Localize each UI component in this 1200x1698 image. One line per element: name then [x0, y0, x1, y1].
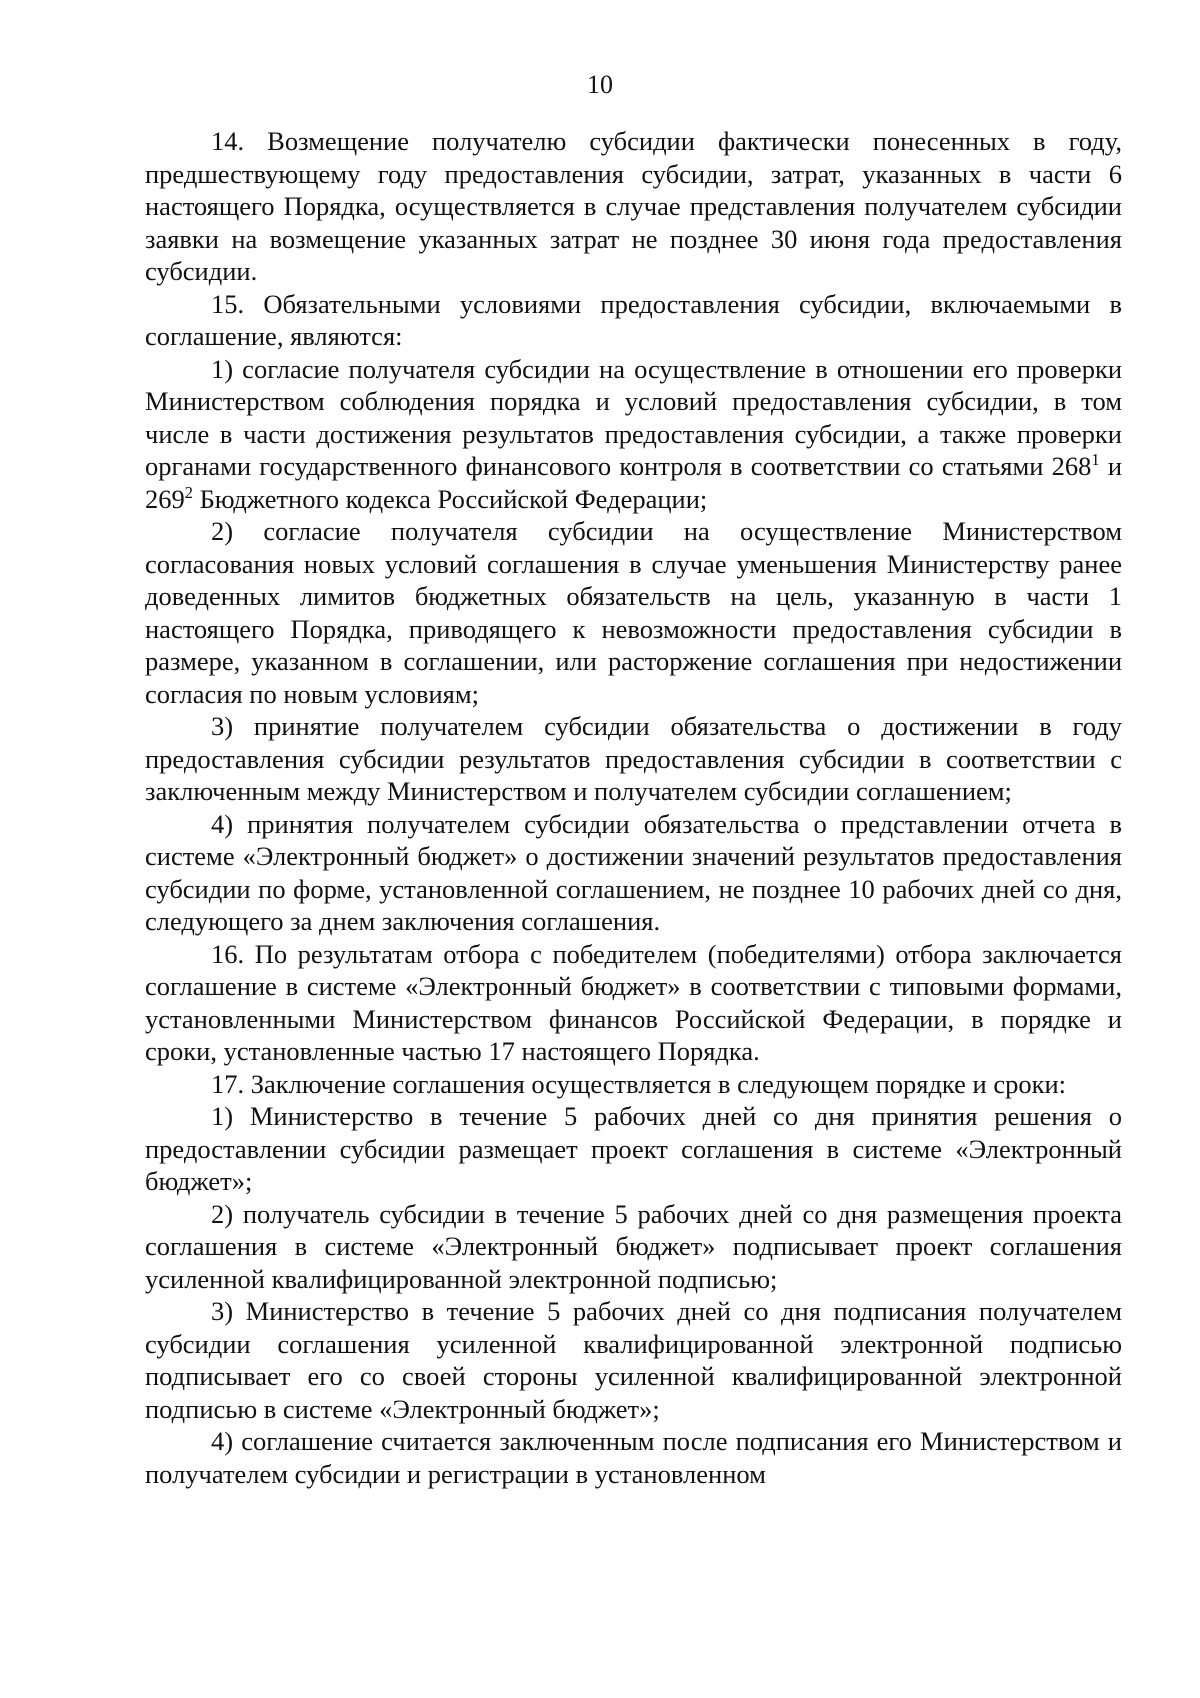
- paragraph-17-item-4: 4) соглашение считается заключенным после подписания его Министерством и получателем субсидии и регистрации в установленном: [145, 1426, 1122, 1489]
- paragraph-15-item-2: 2) согласие получателя субсидии на осуществление Министерством согласования новых условий соглашения в случае уменьшения Министерству ранее доведенных лимитов бюджетных обязательств на цель, указанную в части 1 настоящего Порядка, приводящего к невозможности предоставления субсидии в размере, указанном в соглашении, или расторжение соглашения при недостижении согласия по новым условиям;: [145, 516, 1122, 709]
- document-body: [145, 125, 1122, 1490]
- paragraph-17-item-1: 1) Министерство в течение 5 рабочих дней со дня принятия решения о предоставлении субсидии размещает проект соглашения в системе «Электронный бюджет»;: [145, 1101, 1122, 1196]
- superscript-1: 1: [1091, 450, 1100, 470]
- paragraph-15-item-1-text-b: и 269: [145, 451, 1123, 514]
- paragraph-16: 16. По результатам отбора с победителем (победителями) отбора заключается соглашение в системе «Электронный бюджет» в соответствии с типовыми формами, установленными Министерством финансов Российской Федерации, в порядке и сроки, установленные частью 17 настоящего Порядка.: [145, 938, 1122, 1066]
- paragraph-15-item-4: 4) принятия получателем субсидии обязательства о представлении отчета в системе «Электронный бюджет» о достижении значений результатов предоставления субсидии по форме, установленной соглашением, не позднее 10 рабочих дней со дня, следующего за днем заключения соглашения.: [145, 808, 1122, 936]
- paragraph-15: 15. Обязательными условиями предоставления субсидии, включаемыми в соглашение, являются:: [145, 288, 1122, 351]
- paragraph-15-item-1-text-c: Бюджетного кодекса Российской Федерации;: [192, 483, 708, 514]
- superscript-2: 2: [184, 482, 193, 502]
- paragraph-15-item-1: [145, 353, 1122, 516]
- paragraph-17: 17. Заключение соглашения осуществляется в следующем порядке и сроки:: [211, 1068, 1067, 1099]
- paragraph-15-item-1-text-a: 1) согласие получателя субсидии на осуществление в отношении его проверки Министерством соблюдения порядка и условий предоставления субсидии, в том числе в части достижения результатов предоставления субсидии, а также проверки органами государственного финансового контроля в соответствии со статьями 268: [145, 353, 1122, 481]
- paragraph-15-item-3: 3) принятие получателем субсидии обязательства о достижении в году предоставления субсидии результатов предоставления субсидии в соответствии с заключенным между Министерством и получателем субсидии соглашением;: [145, 711, 1122, 806]
- paragraph-17-item-2: 2) получатель субсидии в течение 5 рабочих дней со дня размещения проекта соглашения в системе «Электронный бюджет» подписывает проект соглашения усиленной квалифицированной электронной подписью;: [145, 1198, 1122, 1294]
- paragraph-17-item-3: 3) Министерство в течение 5 рабочих дней со дня подписания получателем субсидии соглашения усиленной квалифицированной электронной подписью подписывает его со своей стороны усиленной квалифицированной электронной подписью в системе «Электронный бюджет»;: [145, 1296, 1122, 1424]
- page-number: 10: [587, 70, 613, 99]
- paragraph-14: 14. Возмещение получателю субсидии фактически понесенных в году, предшествующему году предоставления субсидии, затрат, указанных в части 6 настоящего Порядка, осуществляется в случае представления получателем субсидии заявки на возмещение указанных затрат не позднее 30 июня года предоставления субсидии.: [145, 126, 1122, 286]
